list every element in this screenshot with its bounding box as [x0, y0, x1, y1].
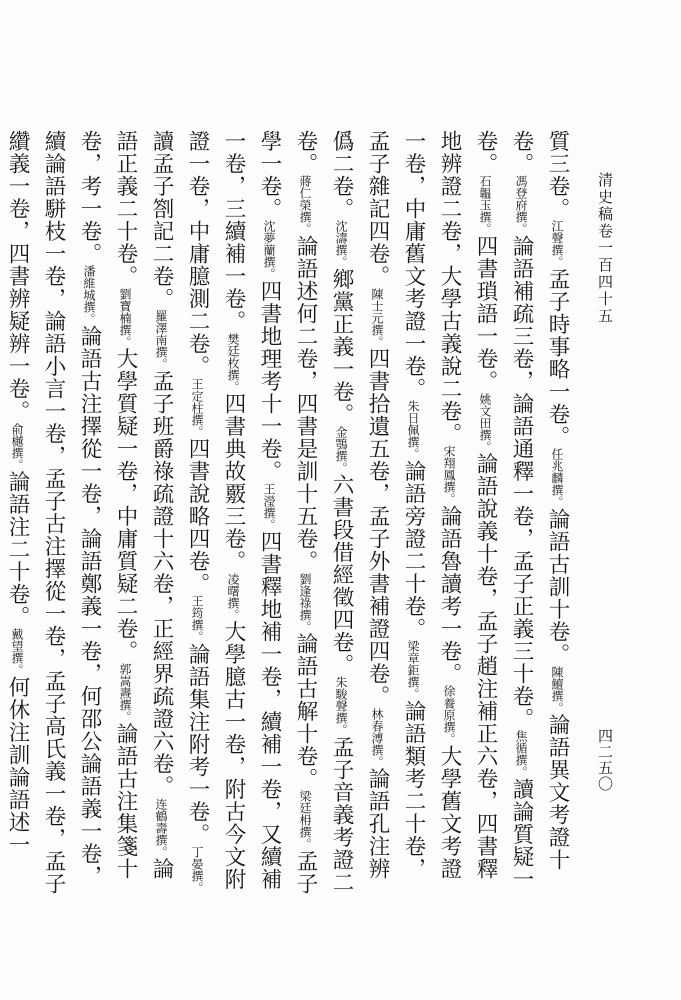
- entry-text: 論語類考二十卷，孟子雜記四卷。: [365, 130, 426, 880]
- author-note: 焦循撰。: [514, 730, 528, 778]
- entry-text: 大學舊文考證一卷，中庸舊文考證一卷。: [401, 130, 462, 880]
- author-note: 王定柱撰。: [190, 377, 204, 438]
- entry-text: 論語古注集箋十卷，考一卷。: [77, 130, 138, 880]
- entry-text: 論語補疏三卷，論語通釋一卷，孟子正義三十卷。: [509, 235, 534, 730]
- author-note: 王筠撰。: [190, 595, 204, 643]
- author-note: 任兆麟撰。: [550, 448, 564, 508]
- author-note: 丁晏撰。: [190, 845, 204, 894]
- bibliography-text: [5, 130, 575, 900]
- entry-text: 論語魯讀考一卷。: [437, 505, 462, 685]
- entry-text: 論語說義十卷，孟子趙注補正六卷，四書釋地辨證二卷，大學古義說二卷。: [437, 130, 498, 880]
- entry-text: 論語古訓十卷。: [545, 508, 570, 666]
- entry-text: 大學臆古一卷，附古今文附證一卷，中庸臆測二卷。: [185, 130, 246, 891]
- entry-text: 孟子音義考證二卷。: [293, 130, 354, 894]
- entry-text: 論語孔注辨僞二卷。: [329, 130, 390, 880]
- entry-text: 四書典故覈三卷。: [221, 392, 246, 573]
- entry-text: 何休注訓論語述一: [5, 676, 30, 856]
- entry-text: 論語集注附考一卷。: [185, 643, 210, 846]
- entry-text: 孟子學一卷。: [257, 130, 318, 895]
- entry-text: 孟子班爵祿疏證十六卷，正經界疏證六卷。: [149, 370, 174, 798]
- entry-text: 論語旁證二十卷。: [401, 460, 426, 640]
- entry-text: 四書說略四卷。: [185, 437, 210, 595]
- author-note: 沈濤撰。: [334, 220, 348, 268]
- entry-text: 論語古注擇從一卷，論語鄭義一卷，何邵公論語義一卷，續論語駢枝一卷，論語小言一卷，孟子古注擇從一卷，孟子高氏義一卷，孟子纘義一卷，四書辨疑辨一卷。: [5, 130, 102, 895]
- author-note: 金鶚撰。: [334, 425, 348, 474]
- entry-text: 四書地理考十一卷。: [257, 280, 282, 483]
- author-note: 林春溥撰。: [370, 707, 384, 768]
- author-note: 石韞玉撰。: [478, 175, 492, 235]
- entry-text: 讀孟子劄記二卷。: [149, 130, 174, 310]
- author-note: 馮登府撰。: [514, 175, 528, 235]
- entry-text: 論語注二十卷。: [5, 470, 30, 628]
- author-note: 陳士元撰。: [370, 287, 384, 348]
- author-note: 凌曙撰。: [226, 572, 240, 621]
- entry-text: 大學質疑一卷，中庸質疑二卷。: [113, 347, 138, 663]
- entry-text: 四書拾遺五卷，孟子外書補證四卷。: [365, 347, 390, 708]
- running-title: 清史稿卷一百四十五: [596, 172, 614, 325]
- author-note: 江聲撰。: [550, 220, 564, 268]
- author-note: 沈夢蘭撰。: [262, 220, 276, 280]
- author-note: 朱駿聲撰。: [334, 676, 348, 736]
- author-note: 连鶴壽撰。: [154, 797, 168, 858]
- author-note: 梁廷枏撰。: [298, 790, 312, 850]
- author-note: 俞樾撰。: [10, 422, 24, 471]
- author-note: 郭嵩燾撰。: [118, 662, 132, 723]
- entry-text: 孟子時事略一卷。: [545, 268, 570, 448]
- entry-text: 鄉黨正義一卷。: [329, 268, 354, 426]
- entry-text: 論語正義二十卷。: [113, 130, 174, 880]
- author-note: 徐養原撰。: [442, 685, 456, 745]
- author-note: 劉寶楠撰。: [118, 287, 132, 348]
- entry-text: 六書段借經徵四卷。: [329, 473, 354, 676]
- entry-text: 論語異文考證十卷。: [509, 130, 570, 871]
- author-note: 姚文田撰。: [478, 392, 492, 453]
- author-note: 蔣仁榮撰。: [298, 175, 312, 235]
- author-note: 樊廷枚撰。: [226, 332, 240, 393]
- author-note: 朱日佩撰。: [406, 400, 420, 460]
- author-note: 戴望撰。: [10, 628, 24, 676]
- author-note: 劉逢祿撰。: [298, 572, 312, 633]
- entry-text: 質三卷。: [545, 130, 570, 220]
- entry-text: 讀論質疑一卷。: [473, 130, 534, 891]
- page-number: 四二五〇: [596, 728, 614, 792]
- entry-text: 論語古解十卷。: [293, 632, 318, 790]
- author-note: 王瀅撰。: [262, 482, 276, 531]
- author-note: 陳鱣撰。: [550, 665, 564, 714]
- author-note: 梁章鉅撰。: [406, 640, 420, 700]
- entry-text: 四書瑣語一卷。: [473, 235, 498, 393]
- author-note: 潘維城撰。: [82, 265, 96, 325]
- author-note: 宋翔鳳撰。: [442, 445, 456, 505]
- author-note: 羅澤南撰。: [154, 310, 168, 370]
- entry-text: 論語述何二卷，四書是訓十五卷。: [293, 235, 318, 573]
- entry-text: 四書釋地補一卷，續補一卷，又續補一卷，三續補一卷。: [221, 130, 282, 891]
